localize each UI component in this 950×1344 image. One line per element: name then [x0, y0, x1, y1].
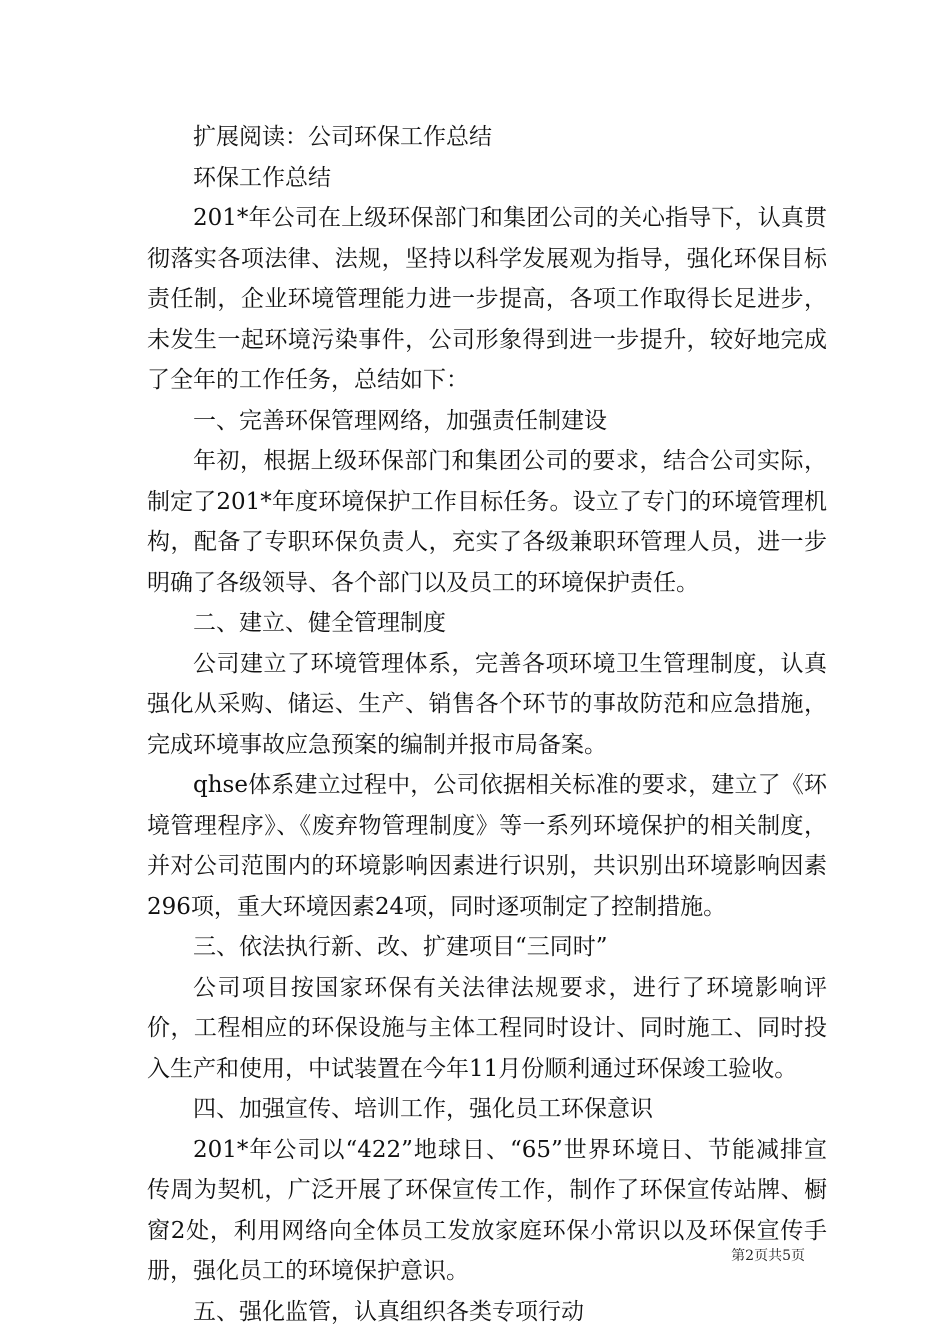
section-heading-2: 二、建立、健全管理制度 — [193, 610, 446, 636]
summary-title: 环保工作总结 — [193, 164, 331, 191]
section-heading-1: 一、完善环保管理网络，加强责任制建设 — [193, 407, 607, 434]
intro-paragraph: 201*年公司在上级环保部门和集团公司的关心指导下，认真贯彻落实各项法律、法规，坚持以科学发展观为指导，强化环保目标责任制，企业环境管理能力进一步提高，各项工作取得长足进步，未发生一起环境污染事件，公司形象得到进一步提升，较好地完成了全年的工作任务，总结如下： — [147, 205, 827, 393]
section-heading-3: 三、依法执行新、改、扩建项目“三同时” — [193, 934, 608, 960]
section-3-paragraph: 公司项目按国家环保有关法律法规要求，进行了环境影响评价，工程相应的环保设施与主体工程同时设计、同时施工、同时投入生产和使用，中试装置在今年11月份顺利通过环保竣工验收。 — [147, 974, 827, 1082]
section-4-paragraph: 201*年公司以“422”地球日、“65”世界环境日、节能减排宣传周为契机，广泛开展了环保宣传工作，制作了环保宣传站牌、橱窗2处，利用网络向全体员工发放家庭环保小常识以及环保宣传手册，强化员工的环境保护意识。 — [147, 1136, 827, 1284]
section-2-paragraph-1: 公司建立了环境管理体系，完善各项环境卫生管理制度，认真强化从采购、储运、生产、销售各个环节的事故防范和应急措施，完成环境事故应急预案的编制并报市局备案。 — [147, 650, 827, 758]
section-1-paragraph: 年初，根据上级环保部门和集团公司的要求，结合公司实际，制定了201*年度环境保护工作目标任务。设立了专门的环境管理机构，配备了专职环保负责人，充实了各级兼职环管理人员，进一步明确了各级领导、各个部门以及员工的环境保护责任。 — [147, 448, 827, 596]
page-number-footer: 第2页共5页 — [731, 1248, 805, 1264]
section-heading-5: 五、强化监管，认真组织各类专项行动 — [193, 1298, 584, 1325]
section-heading-4: 四、加强宣传、培训工作，强化员工环保意识 — [193, 1096, 653, 1122]
document-body — [147, 117, 827, 1332]
section-2-paragraph-2: qhse体系建立过程中，公司依据相关标准的要求，建立了《环境管理程序》、《废弃物管理制度》等一系列环境保护的相关制度，并对公司范围内的环境影响因素进行识别，共识别出环境影响因素296项，重大环境因素24项，同时逐项制定了控制措施。 — [147, 772, 827, 920]
extended-reading-title: 扩展阅读：公司环保工作总结 — [193, 124, 492, 150]
